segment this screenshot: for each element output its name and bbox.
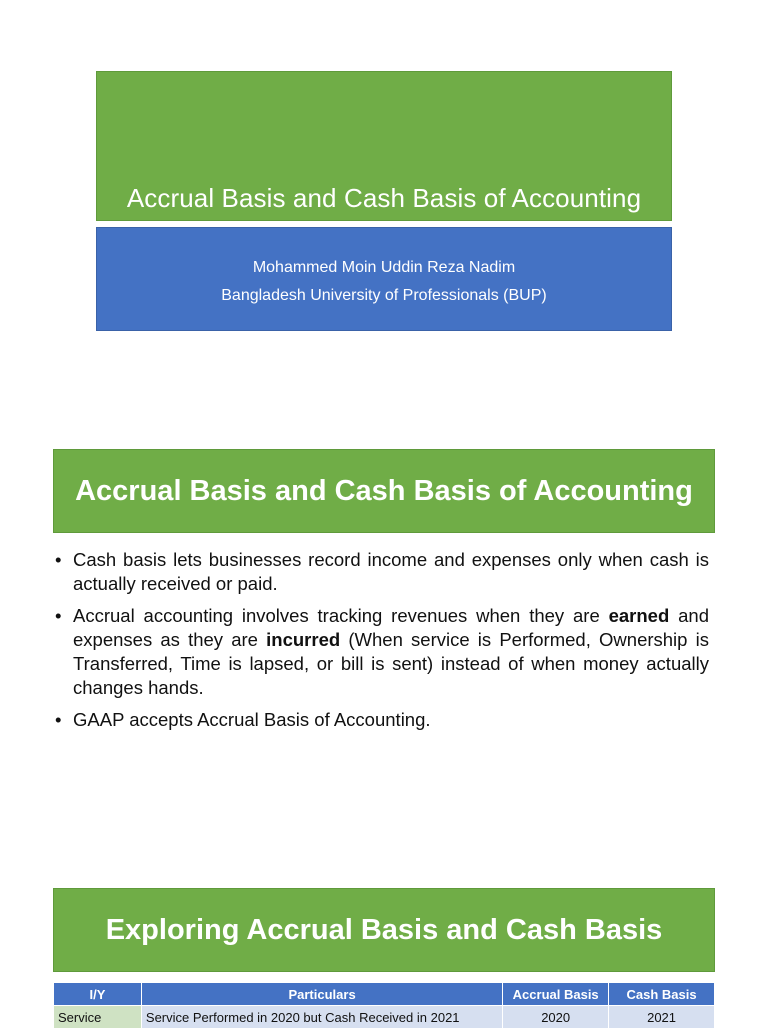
table-cell: Service Performed in 2020 but Cash Received in 2021 — [141, 1006, 502, 1029]
bullet-list — [55, 548, 709, 740]
column-header-accrual: Accrual Basis — [503, 983, 609, 1006]
bullet-item — [55, 604, 709, 700]
table-row — [54, 1006, 715, 1029]
column-header-iy: I/Y — [54, 983, 142, 1006]
bullet-item — [55, 548, 709, 596]
bullet-text: Accrual accounting involves tracking revenues when they are — [73, 605, 609, 626]
author-affiliation: Bangladesh University of Professionals (BUP) — [221, 287, 547, 304]
bullet-text: GAAP accepts Accrual Basis of Accounting. — [73, 709, 431, 730]
author-name: Mohammed Moin Uddin Reza Nadim — [252, 259, 516, 276]
slide-header-definitions — [53, 449, 715, 533]
bullet-text: and expenses as they are — [73, 605, 709, 650]
presentation-title: Accrual Basis and Cash Basis of Accounting — [126, 183, 642, 213]
author-block — [96, 227, 672, 331]
bullet-symbol: • — [55, 549, 62, 570]
column-header-cash: Cash Basis — [609, 983, 715, 1006]
bullet-text: Cash basis lets businesses record income and expenses only when cash is actually received or paid. — [73, 549, 709, 594]
slide-header-exploring — [53, 888, 715, 972]
bullet-emphasis: incurred — [266, 629, 341, 650]
slide-header-text: Exploring Accrual Basis and Cash Basis — [105, 913, 663, 946]
table-header-row — [54, 983, 715, 1006]
title-slide-banner — [96, 71, 672, 221]
bullet-symbol: • — [55, 605, 62, 626]
bullet-item — [55, 708, 709, 732]
slide-header-text: Accrual Basis and Cash Basis of Accounting — [75, 474, 693, 507]
bullet-text: (When service is Performed, Ownership is Transferred, Time is lapsed, or bill is sent) instead of when money actually changes hands. — [73, 629, 709, 698]
table-cell: Service — [54, 1006, 142, 1029]
comparison-table — [53, 982, 715, 1029]
table-cell: 2021 — [609, 1006, 715, 1029]
bullet-symbol: • — [55, 709, 62, 730]
bullet-emphasis: earned — [608, 605, 670, 626]
table-cell: 2020 — [503, 1006, 609, 1029]
column-header-particulars: Particulars — [141, 983, 502, 1006]
